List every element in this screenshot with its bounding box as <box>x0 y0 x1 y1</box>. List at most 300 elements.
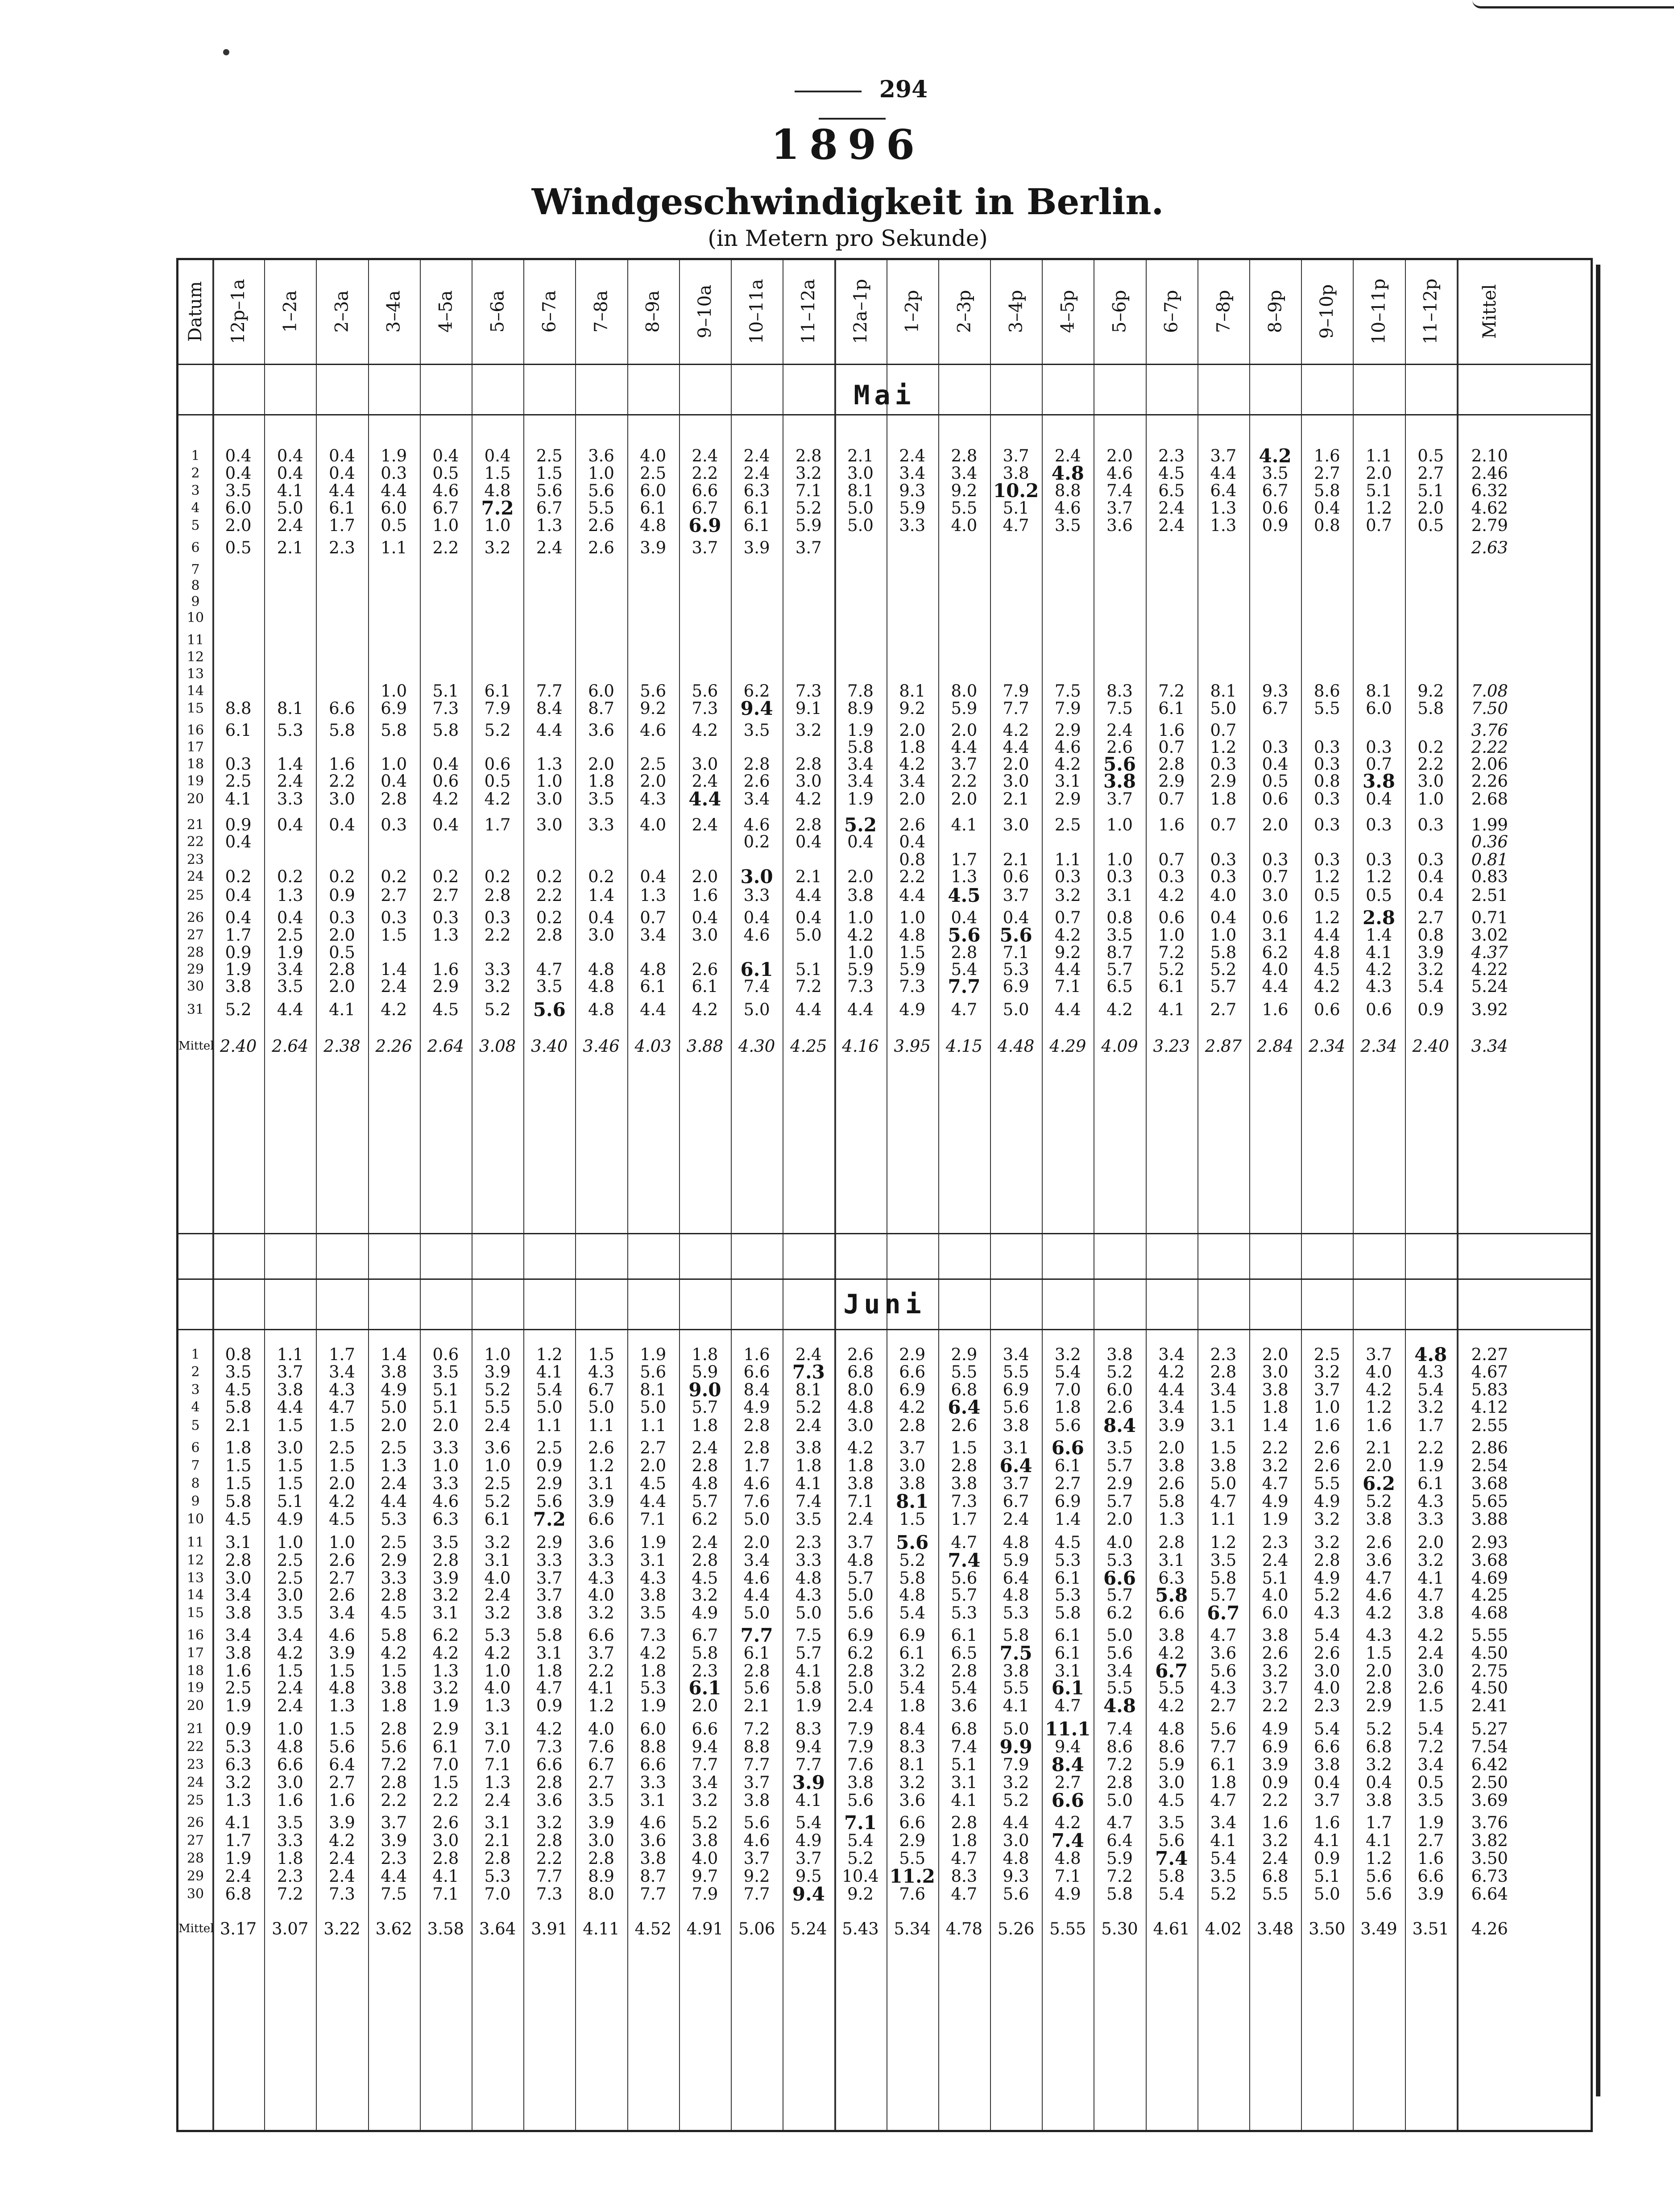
table-cell: 2.0 <box>432 1416 459 1435</box>
table-cell: 5.7 <box>1106 1492 1133 1511</box>
day-number: 5 <box>191 1418 200 1433</box>
table-cell: 5.8 <box>381 1626 407 1645</box>
day-number: 4 <box>191 500 200 516</box>
table-cell: 2.6 <box>432 1813 459 1832</box>
table-cell: 2.2 <box>588 1661 614 1681</box>
mean-cell: 3.58 <box>427 1919 464 1938</box>
table-cell: 2.6 <box>1314 1438 1340 1457</box>
table-cell: 6.8 <box>847 1362 874 1382</box>
table-cell: 1.8 <box>536 1661 563 1681</box>
table-cell: 2.4 <box>1106 721 1133 740</box>
table-cell: 3.3 <box>743 886 770 905</box>
table-cell: 0.3 <box>1262 850 1289 869</box>
table-cell: 3.7 <box>795 538 822 557</box>
table-cell: 2.8 <box>225 1551 252 1570</box>
table-cell: 2.8 <box>1314 1551 1340 1570</box>
table-cell: 4.5 <box>640 1474 667 1493</box>
table-cell: 3.3 <box>640 1773 667 1792</box>
table-cell: 0.6 <box>1262 908 1289 927</box>
table-cell: 1.9 <box>795 1696 822 1715</box>
table-cell: 2.4 <box>277 1696 303 1715</box>
table-cell: 6.4 <box>948 1396 981 1418</box>
row-mean: 4.68 <box>1471 1603 1508 1623</box>
table-cell: 1.7 <box>225 925 252 945</box>
table-cell: 3.2 <box>692 1791 718 1810</box>
table-cell: 6.1 <box>640 498 667 518</box>
table-cell: 8.9 <box>847 699 874 718</box>
table-cell: 4.1 <box>1366 1831 1392 1850</box>
table-cell: 2.6 <box>1262 1643 1289 1663</box>
table-cell: 4.0 <box>1210 886 1237 905</box>
table-cell: 7.2 <box>381 1755 407 1774</box>
table-cell: 4.7 <box>951 1000 978 1019</box>
table-cell: 5.6 <box>536 1492 563 1511</box>
table-cell: 3.6 <box>1210 1643 1237 1663</box>
table-cell: 5.5 <box>1003 1678 1029 1697</box>
table-cell: 4.2 <box>432 789 459 809</box>
table-cell: 1.6 <box>1314 1813 1340 1832</box>
day-number: 29 <box>186 1868 204 1884</box>
table-cell: 3.8 <box>1210 1456 1237 1475</box>
table-cell: 6.1 <box>225 721 252 740</box>
table-cell: 1.0 <box>277 1719 303 1739</box>
table-cell: 4.1 <box>277 481 303 500</box>
table-cell: 2.4 <box>1158 516 1185 535</box>
table-cell: 3.9 <box>640 538 667 557</box>
table-cell: 1.6 <box>1314 446 1340 465</box>
table-cell: 7.4 <box>743 977 770 996</box>
table-cell: 6.1 <box>1158 977 1185 996</box>
table-cell: 3.0 <box>536 789 563 809</box>
table-cell: 7.4 <box>948 1549 981 1571</box>
table-cell: 4.2 <box>1314 977 1340 996</box>
table-cell: 5.5 <box>484 1398 511 1417</box>
table-cell: 4.0 <box>1262 960 1289 979</box>
table-cell: 2.0 <box>1366 464 1392 483</box>
wind-speed-table <box>176 258 1593 2132</box>
table-cell: 5.7 <box>692 1398 718 1417</box>
table-cell: 1.6 <box>225 1661 252 1681</box>
table-cell: 3.1 <box>588 1474 614 1493</box>
header-hour-text: 5–6p <box>1109 290 1130 333</box>
table-cell: 1.5 <box>277 1456 303 1475</box>
table-cell: 6.1 <box>692 977 718 996</box>
table-cell: 2.5 <box>225 772 252 791</box>
table-cell: 5.4 <box>795 1813 822 1832</box>
table-cell: 5.0 <box>1106 1791 1133 1810</box>
table-cell: 2.8 <box>484 886 511 905</box>
table-cell: 6.9 <box>847 1626 874 1645</box>
table-cell: 4.1 <box>1210 1831 1237 1850</box>
table-cell: 7.2 <box>481 497 514 519</box>
table-cell: 6.3 <box>225 1755 252 1774</box>
table-cell: 0.4 <box>277 464 303 483</box>
table-cell: 1.9 <box>847 789 874 809</box>
table-cell: 3.8 <box>1366 1791 1392 1810</box>
mean-cell: 4.61 <box>1153 1919 1190 1938</box>
table-cell: 0.8 <box>1417 925 1444 945</box>
table-cell: 3.8 <box>1314 1755 1340 1774</box>
table-cell: 3.0 <box>1262 886 1289 905</box>
table-cell: 1.9 <box>640 1345 667 1364</box>
table-cell: 5.6 <box>329 1737 355 1756</box>
table-cell: 1.3 <box>1210 498 1237 518</box>
table-cell: 6.8 <box>1262 1867 1289 1886</box>
table-cell: 8.1 <box>896 1490 929 1512</box>
table-cell: 5.4 <box>1417 1719 1444 1739</box>
table-cell: 4.2 <box>1366 1603 1392 1623</box>
day-number: 24 <box>186 1775 204 1790</box>
table-cell: 7.8 <box>847 681 874 701</box>
table-cell: 7.5 <box>1054 681 1081 701</box>
table-cell: 3.3 <box>484 960 511 979</box>
table-cell: 2.5 <box>277 925 303 945</box>
table-cell: 5.2 <box>844 814 877 836</box>
mean-cell: 4.11 <box>583 1919 620 1938</box>
table-cell: 2.1 <box>484 1831 511 1850</box>
table-cell: 7.0 <box>484 1737 511 1756</box>
table-cell: 2.9 <box>536 1474 563 1493</box>
table-cell: 1.9 <box>640 1696 667 1715</box>
table-cell: 7.3 <box>329 1884 355 1904</box>
table-cell: 4.3 <box>640 1569 667 1588</box>
table-cell: 0.2 <box>484 867 511 886</box>
table-cell: 8.3 <box>951 1867 978 1886</box>
table-cell: 3.4 <box>951 464 978 483</box>
table-cell: 5.7 <box>1106 960 1133 979</box>
table-cell: 1.2 <box>1314 908 1340 927</box>
table-cell: 3.4 <box>1210 1813 1237 1832</box>
mean-cell: 5.26 <box>997 1919 1035 1938</box>
table-cell: 4.9 <box>1314 1569 1340 1588</box>
table-cell: 3.7 <box>847 1533 874 1552</box>
table-cell: 3.2 <box>1262 1831 1289 1850</box>
table-cell: 2.8 <box>536 925 563 945</box>
table-cell: 3.4 <box>277 1626 303 1645</box>
row-mean: 0.81 <box>1471 850 1508 869</box>
table-cell: 0.4 <box>225 908 252 927</box>
table-cell: 2.6 <box>1314 1643 1340 1663</box>
table-cell: 1.2 <box>1366 1398 1392 1417</box>
table-cell: 11.2 <box>889 1865 935 1887</box>
table-cell: 7.7 <box>536 681 563 701</box>
table-cell: 1.5 <box>536 464 563 483</box>
table-cell: 7.7 <box>948 975 981 997</box>
table-cell: 0.9 <box>329 886 355 905</box>
table-cell: 4.2 <box>640 1643 667 1663</box>
table-cell: 0.5 <box>1262 772 1289 791</box>
table-cell: 7.3 <box>536 1737 563 1756</box>
day-number: 12 <box>186 649 204 665</box>
header-hour <box>887 260 938 363</box>
table-cell: 0.4 <box>1003 908 1029 927</box>
table-cell: 5.2 <box>1210 1884 1237 1904</box>
header-hour-text: 8–9p <box>1265 290 1286 333</box>
table-cell: 1.9 <box>640 1533 667 1552</box>
table-cell: 2.0 <box>329 1474 355 1493</box>
table-cell: 2.6 <box>588 1438 614 1457</box>
table-cell: 6.1 <box>743 498 770 518</box>
table-cell: 2.0 <box>640 1456 667 1475</box>
mean-cell: 4.48 <box>997 1037 1035 1056</box>
table-cell: 6.1 <box>1158 699 1185 718</box>
table-cell: 6.4 <box>329 1755 355 1774</box>
table-cell: 4.7 <box>1210 1626 1237 1645</box>
header-hour <box>1146 260 1197 363</box>
table-cell: 7.1 <box>795 481 822 500</box>
table-cell: 1.5 <box>1210 1398 1237 1417</box>
table-cell: 4.2 <box>432 1643 459 1663</box>
table-cell: 2.4 <box>692 1533 718 1552</box>
table-cell: 0.6 <box>1158 908 1185 927</box>
table-cell: 3.2 <box>899 1661 926 1681</box>
table-cell: 4.2 <box>692 1000 718 1019</box>
row-mean: 2.86 <box>1471 1438 1508 1457</box>
table-cell: 1.5 <box>225 1456 252 1475</box>
table-cell: 5.4 <box>951 960 978 979</box>
table-cell: 4.2 <box>1366 960 1392 979</box>
table-cell: 0.4 <box>484 446 511 465</box>
table-cell: 4.0 <box>640 815 667 834</box>
page-title: Windgeschwindigkeit in Berlin. <box>531 181 1164 223</box>
table-cell: 3.0 <box>277 1585 303 1605</box>
table-cell: 1.3 <box>1158 1510 1185 1529</box>
table-cell: 0.4 <box>381 772 407 791</box>
table-cell: 3.1 <box>1106 886 1133 905</box>
table-cell: 0.4 <box>432 755 459 774</box>
mean-cell: 2.64 <box>427 1037 464 1056</box>
table-cell: 2.6 <box>951 1416 978 1435</box>
header-hour <box>420 260 472 363</box>
table-cell: 7.3 <box>792 1361 825 1383</box>
table-cell: 0.3 <box>484 908 511 927</box>
table-cell: 2.0 <box>329 977 355 996</box>
table-cell: 4.5 <box>1158 1791 1185 1810</box>
table-cell: 3.2 <box>1054 1345 1081 1364</box>
table-cell: 7.5 <box>795 1626 822 1645</box>
table-cell: 5.0 <box>847 1585 874 1605</box>
table-cell: 0.5 <box>381 516 407 535</box>
table-cell: 4.4 <box>795 886 822 905</box>
table-cell: 5.2 <box>1366 1719 1392 1739</box>
table-cell: 6.7 <box>692 1626 718 1645</box>
table-cell: 5.7 <box>951 1585 978 1605</box>
header-hour <box>938 260 990 363</box>
table-cell: 3.5 <box>432 1533 459 1552</box>
table-cell: 2.4 <box>1003 1510 1029 1529</box>
table-cell: 1.8 <box>640 1661 667 1681</box>
table-cell: 2.7 <box>1417 908 1444 927</box>
table-cell: 4.8 <box>484 481 511 500</box>
table-cell: 4.6 <box>432 481 459 500</box>
table-cell: 2.2 <box>432 538 459 557</box>
table-cell: 4.4 <box>329 481 355 500</box>
table-cell: 4.8 <box>795 1569 822 1588</box>
table-cell: 2.0 <box>899 721 926 740</box>
table-cell: 3.1 <box>484 1813 511 1832</box>
table-cell: 1.4 <box>381 960 407 979</box>
mean-cell: 3.51 <box>1412 1919 1449 1938</box>
table-cell: 5.3 <box>277 721 303 740</box>
table-cell: 3.2 <box>432 1585 459 1605</box>
table-cell: 7.3 <box>847 977 874 996</box>
table-cell: 2.7 <box>329 1569 355 1588</box>
table-cell: 2.2 <box>951 772 978 791</box>
table-cell: 2.4 <box>329 1867 355 1886</box>
table-cell: 2.9 <box>432 1719 459 1739</box>
table-cell: 5.4 <box>1314 1626 1340 1645</box>
table-cell: 6.1 <box>1210 1755 1237 1774</box>
mean-cell: 3.17 <box>220 1919 257 1938</box>
table-cell: 9.7 <box>692 1867 718 1886</box>
table-cell: 3.9 <box>1417 943 1444 962</box>
table-cell: 7.4 <box>1106 1719 1133 1739</box>
table-cell: 7.2 <box>743 1719 770 1739</box>
day-number: 11 <box>186 632 204 648</box>
table-cell: 0.2 <box>329 867 355 886</box>
table-cell: 4.3 <box>1417 1492 1444 1511</box>
table-cell: 2.5 <box>277 1569 303 1588</box>
table-cell: 0.3 <box>381 908 407 927</box>
row-mean: 4.67 <box>1471 1362 1508 1382</box>
table-cell: 0.4 <box>951 908 978 927</box>
table-cell: 2.8 <box>743 755 770 774</box>
mean-row-label: Mittel <box>178 1922 214 1935</box>
day-number: 19 <box>186 773 204 789</box>
table-cell: 1.1 <box>381 538 407 557</box>
table-cell: 0.4 <box>1366 789 1392 809</box>
table-cell: 1.7 <box>225 1831 252 1850</box>
table-cell: 0.3 <box>1314 755 1340 774</box>
table-cell: 5.6 <box>640 681 667 701</box>
table-cell: 3.9 <box>432 1569 459 1588</box>
table-cell: 1.1 <box>536 1416 563 1435</box>
table-cell: 1.7 <box>743 1456 770 1475</box>
table-cell: 6.1 <box>1054 1456 1081 1475</box>
table-cell: 2.2 <box>1262 1791 1289 1810</box>
table-cell: 0.3 <box>1106 867 1133 886</box>
table-cell: 3.8 <box>225 1603 252 1623</box>
table-cell: 3.0 <box>795 772 822 791</box>
table-cell: 5.9 <box>692 1362 718 1382</box>
table-cell: 6.1 <box>899 1643 926 1663</box>
table-cell: 6.1 <box>432 1737 459 1756</box>
table-cell: 2.5 <box>640 755 667 774</box>
day-number: 4 <box>191 1399 200 1415</box>
table-cell: 5.2 <box>795 498 822 518</box>
table-cell: 1.0 <box>484 1345 511 1364</box>
table-cell: 1.5 <box>899 1510 926 1529</box>
table-cell: 5.4 <box>1417 977 1444 996</box>
table-cell: 1.8 <box>1210 789 1237 809</box>
table-cell: 7.4 <box>1051 1830 1084 1851</box>
table-cell: 4.2 <box>1054 755 1081 774</box>
table-cell: 3.6 <box>1106 516 1133 535</box>
table-cell: 1.9 <box>225 1849 252 1868</box>
table-cell: 5.7 <box>1210 977 1237 996</box>
table-cell: 0.6 <box>1314 1000 1340 1019</box>
table-cell: 4.1 <box>1158 1000 1185 1019</box>
table-cell: 2.0 <box>1366 1456 1392 1475</box>
table-cell: 4.5 <box>225 1380 252 1399</box>
table-cell: 4.2 <box>381 1000 407 1019</box>
row-mean: 3.76 <box>1471 721 1508 740</box>
table-cell: 2.0 <box>329 925 355 945</box>
row-mean: 2.22 <box>1471 738 1508 757</box>
day-number: 18 <box>186 756 204 772</box>
row-mean: 5.55 <box>1471 1626 1508 1645</box>
table-cell: 1.9 <box>225 960 252 979</box>
table-cell: 5.0 <box>847 1678 874 1697</box>
table-cell: 6.0 <box>381 498 407 518</box>
table-cell: 4.8 <box>640 516 667 535</box>
table-cell: 0.4 <box>588 908 614 927</box>
table-cell: 6.1 <box>740 959 773 980</box>
table-cell: 3.0 <box>1262 1362 1289 1382</box>
table-cell: 4.8 <box>899 1585 926 1605</box>
table-cell: 7.0 <box>432 1755 459 1774</box>
table-cell: 2.7 <box>1417 464 1444 483</box>
table-cell: 1.0 <box>484 516 511 535</box>
row-divider <box>178 364 1591 365</box>
table-cell: 0.9 <box>1417 1000 1444 1019</box>
table-cell: 1.2 <box>1210 1533 1237 1552</box>
table-cell: 5.4 <box>1158 1884 1185 1904</box>
table-cell: 4.7 <box>1210 1791 1237 1810</box>
table-cell: 2.8 <box>1106 1773 1133 1792</box>
day-number: 2 <box>191 465 200 481</box>
table-cell: 5.6 <box>1106 1643 1133 1663</box>
table-cell: 5.8 <box>329 721 355 740</box>
day-number: 8 <box>191 1476 200 1491</box>
table-cell: 5.5 <box>1262 1884 1289 1904</box>
table-cell: 5.0 <box>1003 1000 1029 1019</box>
table-cell: 4.8 <box>847 1551 874 1570</box>
day-number: 3 <box>191 483 200 498</box>
table-cell: 2.3 <box>1262 1533 1289 1552</box>
table-cell: 1.3 <box>1210 516 1237 535</box>
table-cell: 3.2 <box>1417 1398 1444 1417</box>
table-cell: 4.4 <box>1262 977 1289 996</box>
table-cell: 0.5 <box>1417 1773 1444 1792</box>
table-cell: 3.8 <box>1362 770 1396 792</box>
table-cell: 7.3 <box>640 1626 667 1645</box>
table-cell: 2.2 <box>536 886 563 905</box>
table-cell: 1.5 <box>951 1438 978 1457</box>
table-cell: 3.7 <box>795 1849 822 1868</box>
table-cell: 7.3 <box>432 699 459 718</box>
table-cell: 2.6 <box>743 772 770 791</box>
table-cell: 9.5 <box>795 1867 822 1886</box>
table-cell: 5.3 <box>1054 1585 1081 1605</box>
table-cell: 7.4 <box>1106 481 1133 500</box>
table-cell: 2.1 <box>1003 789 1029 809</box>
table-cell: 1.8 <box>588 772 614 791</box>
table-cell: 4.6 <box>743 815 770 834</box>
table-cell: 0.8 <box>899 850 926 869</box>
table-cell: 5.8 <box>795 1678 822 1697</box>
table-cell: 5.2 <box>1106 1362 1133 1382</box>
table-cell: 5.8 <box>1003 1626 1029 1645</box>
table-cell: 9.2 <box>743 1867 770 1886</box>
table-cell: 5.3 <box>225 1737 252 1756</box>
table-cell: 1.5 <box>381 925 407 945</box>
table-cell: 3.2 <box>225 1773 252 1792</box>
table-cell: 3.0 <box>1003 1831 1029 1850</box>
table-cell: 4.2 <box>1158 1696 1185 1715</box>
day-number: 22 <box>186 834 204 850</box>
table-cell: 3.2 <box>1262 1661 1289 1681</box>
